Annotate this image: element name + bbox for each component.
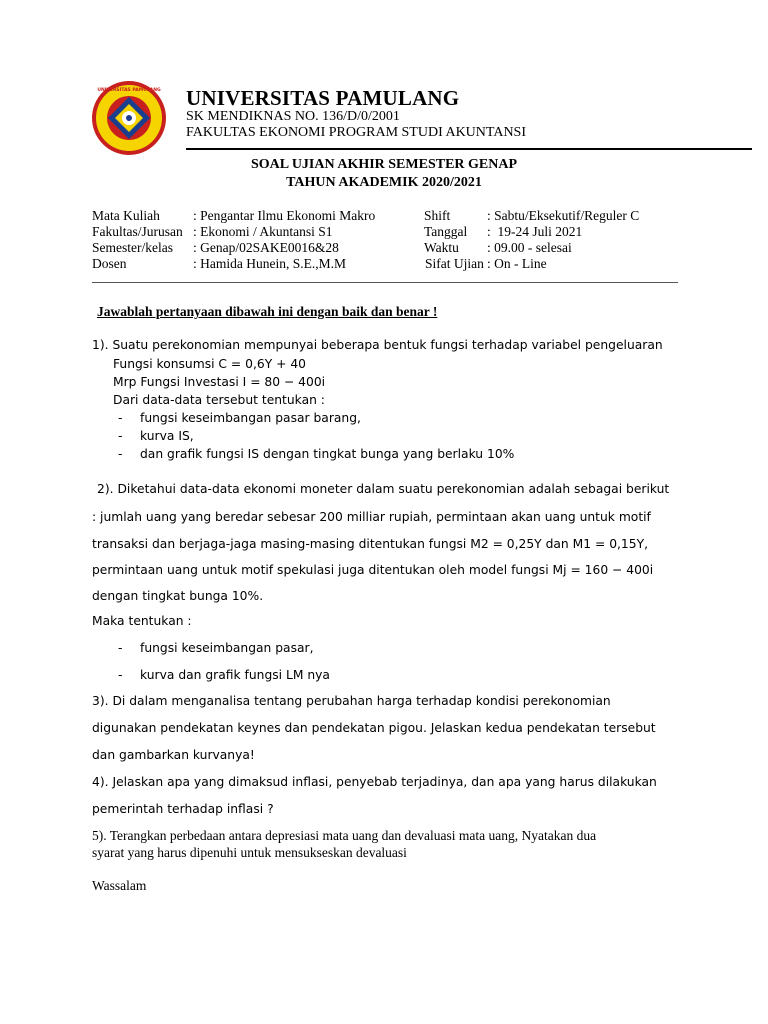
info-value-shift: : Sabtu/Eksekutif/Reguler C (487, 208, 640, 223)
faculty-name: FAKULTAS EKONOMI PROGRAM STUDI AKUNTANSI (186, 125, 527, 140)
info-label-lecturer: Dosen (92, 256, 127, 271)
info-divider (92, 282, 678, 283)
q1-line: Mrp Fungsi Investasi I = 80 − 400i (113, 375, 326, 389)
instruction: Jawablah pertanyaan dibawah ini dengan baik dan benar ! (97, 304, 438, 319)
info-label-date: Tanggal (424, 224, 468, 239)
q2-line: : jumlah uang yang beredar sebesar 200 milliar rupiah, permintaan akan uang untuk motif (92, 510, 651, 524)
university-logo (91, 80, 167, 156)
q2-line: permintaan uang untuk motif spekulasi juga ditentukan oleh model fungsi Mj = 160 − 400i (92, 563, 654, 577)
info-label-shift: Shift (424, 208, 451, 223)
q2-item: kurva dan grafik fungsi LM nya (140, 668, 330, 682)
bullet-dash: - (118, 641, 123, 655)
q3-line: digunakan pendekatan keynes dan pendekatan pigou. Jelaskan kedua pendekatan tersebut (92, 721, 656, 735)
q4-line: 4). Jelaskan apa yang dimaksud inflasi, penyebab terjadinya, dan apa yang harus dilakukan (92, 775, 657, 789)
sk-number: SK MENDIKNAS NO. 136/D/0/2001 (186, 109, 400, 124)
logo-ring-text: UNIVERSITAS PAMULANG (97, 88, 161, 93)
closing: Wassalam (92, 878, 147, 893)
q2-line: 2). Diketahui data-data ekonomi moneter dalam suatu perekonomian adalah sebagai berikut (97, 482, 670, 496)
bullet-dash: - (118, 429, 123, 443)
exam-title: SOAL UJIAN AKHIR SEMESTER GENAP (250, 157, 518, 172)
info-label-faculty: Fakultas/Jurusan (92, 224, 183, 239)
info-value-exam-type: : On - Line (487, 256, 547, 271)
q1-item: fungsi keseimbangan pasar barang, (140, 411, 361, 425)
q1-item: dan grafik fungsi IS dengan tingkat bunga yang berlaku 10% (140, 447, 515, 461)
q1-line: 1). Suatu perekonomian mempunyai beberapa bentuk fungsi terhadap variabel pengeluaran (92, 338, 663, 352)
header-divider (186, 148, 752, 150)
info-label-exam-type: Sifat Ujian (425, 256, 484, 271)
info-value-date: : 19-24 Juli 2021 (487, 224, 583, 239)
q3-line: 3). Di dalam menganalisa tentang perubahan harga terhadap kondisi perekonomian (92, 694, 611, 708)
q2-item: fungsi keseimbangan pasar, (140, 641, 314, 655)
q4-line: pemerintah terhadap inflasi ? (92, 802, 274, 816)
q5-line: syarat yang harus dipenuhi untuk mensukseskan devaluasi (92, 845, 407, 860)
bullet-dash: - (118, 668, 123, 682)
q1-item: kurva IS, (140, 429, 194, 443)
q2-line: dengan tingkat bunga 10%. (92, 589, 264, 603)
info-label-course: Mata Kuliah (92, 208, 160, 223)
info-value-time: : 09.00 - selesai (487, 240, 572, 255)
q3-line: dan gambarkan kurvanya! (92, 748, 255, 762)
q1-line: Fungsi konsumsi C = 0,6Y + 40 (113, 357, 306, 371)
info-label-time: Waktu (424, 240, 459, 255)
bullet-dash: - (118, 411, 123, 425)
info-label-semester: Semester/kelas (92, 240, 173, 255)
info-value-semester: : Genap/02SAKE0016&28 (193, 240, 339, 255)
university-name: UNIVERSITAS PAMULANG (186, 86, 460, 110)
bullet-dash: - (118, 447, 123, 461)
info-value-course: : Pengantar Ilmu Ekonomi Makro (193, 208, 376, 223)
q2-line: transaksi dan berjaga-jaga masing-masing ditentukan fungsi M2 = 0,25Y dan M1 = 0,15Y, (92, 537, 648, 551)
q5-line: 5). Terangkan perbedaan antara depresiasi mata uang dan devaluasi mata uang, Nyatakan dua (92, 828, 597, 843)
info-value-faculty: : Ekonomi / Akuntansi S1 (193, 224, 333, 239)
academic-year: TAHUN AKADEMIK 2020/2021 (286, 175, 482, 190)
info-value-lecturer: : Hamida Hunein, S.E.,M.M (193, 256, 346, 271)
q1-line: Dari data-data tersebut tentukan : (113, 393, 325, 407)
q2-line: Maka tentukan : (92, 614, 192, 628)
